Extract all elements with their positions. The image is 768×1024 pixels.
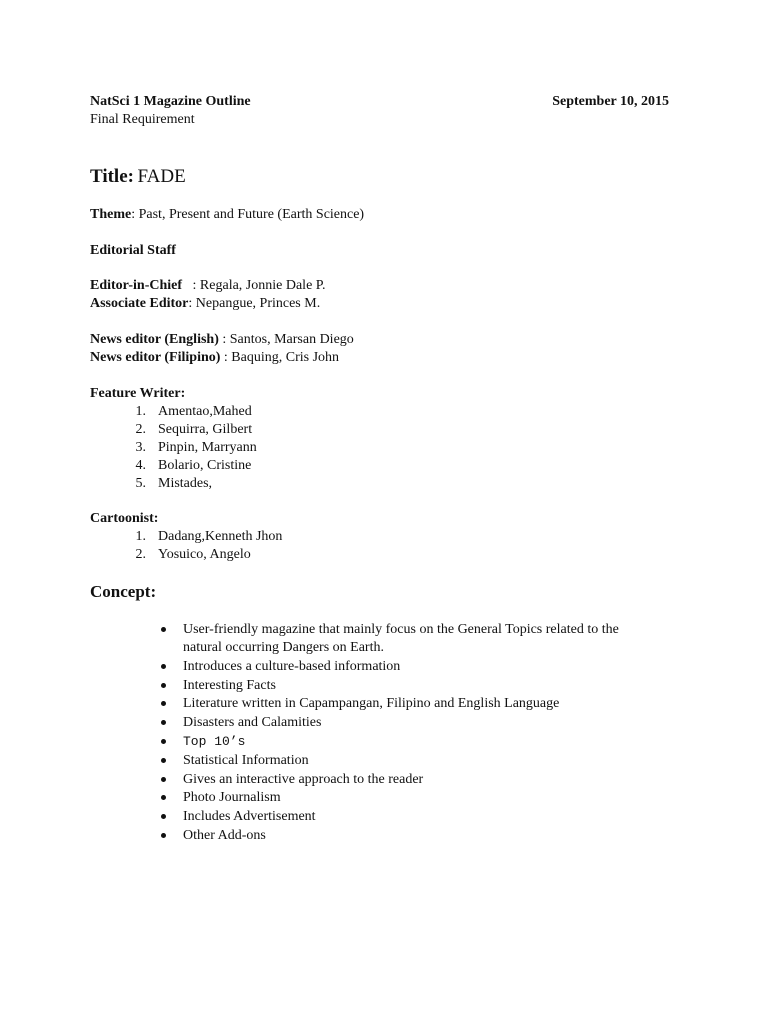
bullet-icon bbox=[161, 683, 166, 688]
feature-writer-list bbox=[126, 403, 426, 493]
bullet-icon bbox=[161, 833, 166, 838]
news-editor-filipino-value: : Baquing, Cris John bbox=[220, 350, 340, 365]
editor-in-chief-label: Editor-in-Chief bbox=[90, 278, 183, 293]
list-number: 1. bbox=[135, 529, 146, 544]
feature-writer-name: Amentao,Mahed bbox=[158, 404, 252, 419]
concept-item: User-friendly magazine that mainly focus on the General Topics related to the bbox=[183, 622, 619, 637]
feature-writer-name: Pinpin, Marryann bbox=[158, 440, 257, 455]
title-label: Title: bbox=[90, 166, 134, 187]
list-number: 1. bbox=[135, 404, 146, 419]
title-value: FADE bbox=[137, 166, 186, 187]
doc-date: September 10, 2015 bbox=[552, 94, 669, 109]
bullet-icon bbox=[161, 758, 166, 763]
news-editor-english-line bbox=[90, 331, 354, 349]
concept-item: Literature written in Capampangan, Filipino and English Language bbox=[183, 696, 560, 711]
theme-line bbox=[90, 206, 364, 224]
concept-list bbox=[160, 621, 700, 851]
concept-item: Includes Advertisement bbox=[183, 809, 316, 824]
editorial-staff-heading: Editorial Staff bbox=[90, 243, 176, 258]
news-editor-filipino-line bbox=[90, 349, 339, 367]
feature-writer-name: Sequirra, Gilbert bbox=[158, 422, 253, 437]
news-editor-english-value: : Santos, Marsan Diego bbox=[218, 332, 354, 347]
associate-editor-line bbox=[90, 295, 320, 313]
title-line bbox=[90, 166, 186, 190]
bullet-icon bbox=[161, 627, 166, 632]
theme-value: : Past, Present and Future (Earth Science) bbox=[131, 207, 365, 222]
concept-item: Photo Journalism bbox=[183, 790, 281, 805]
list-number: 2. bbox=[135, 422, 146, 437]
theme-label: Theme bbox=[90, 207, 132, 222]
cartoonist-name: Dadang,Kenneth Jhon bbox=[158, 529, 283, 544]
bullet-icon bbox=[161, 795, 166, 800]
concept-item: Top 10’s bbox=[183, 734, 246, 749]
concept-item: Other Add-ons bbox=[183, 828, 266, 843]
concept-item: Interesting Facts bbox=[183, 678, 276, 693]
feature-writer-name: Bolario, Cristine bbox=[158, 458, 252, 473]
concept-heading: Concept: bbox=[90, 582, 157, 601]
list-number: 5. bbox=[135, 476, 146, 491]
list-number: 3. bbox=[135, 440, 146, 455]
bullet-icon bbox=[161, 777, 166, 782]
concept-item: Statistical Information bbox=[183, 753, 309, 768]
feature-writer-heading: Feature Writer: bbox=[90, 386, 186, 401]
concept-item: Gives an interactive approach to the reader bbox=[183, 772, 424, 787]
doc-title: NatSci 1 Magazine Outline bbox=[90, 94, 251, 109]
bullet-icon bbox=[161, 701, 166, 706]
associate-editor-value: : Nepangue, Princes M. bbox=[188, 296, 321, 311]
editor-in-chief-value: : Regala, Jonnie Dale P. bbox=[182, 278, 326, 293]
cartoonist-name: Yosuico, Angelo bbox=[158, 547, 251, 562]
bullet-icon bbox=[161, 814, 166, 819]
associate-editor-label: Associate Editor bbox=[90, 296, 189, 311]
concept-item: Introduces a culture-based information bbox=[183, 659, 401, 674]
news-editor-filipino-label: News editor (Filipino) bbox=[90, 350, 221, 365]
bullet-icon bbox=[161, 739, 166, 744]
bullet-icon bbox=[161, 720, 166, 725]
concept-item: Disasters and Calamities bbox=[183, 715, 322, 730]
editor-in-chief-line bbox=[90, 277, 326, 295]
feature-writer-name: Mistades, bbox=[158, 476, 213, 491]
concept-item-continuation: natural occurring Dangers on Earth. bbox=[183, 640, 384, 655]
list-number: 2. bbox=[135, 547, 146, 562]
bullet-icon bbox=[161, 664, 166, 669]
doc-subtitle: Final Requirement bbox=[90, 112, 195, 127]
cartoonist-heading: Cartoonist: bbox=[90, 511, 159, 526]
news-editor-english-label: News editor (English) bbox=[90, 332, 219, 347]
cartoonist-list bbox=[126, 528, 426, 564]
list-number: 4. bbox=[135, 458, 146, 473]
